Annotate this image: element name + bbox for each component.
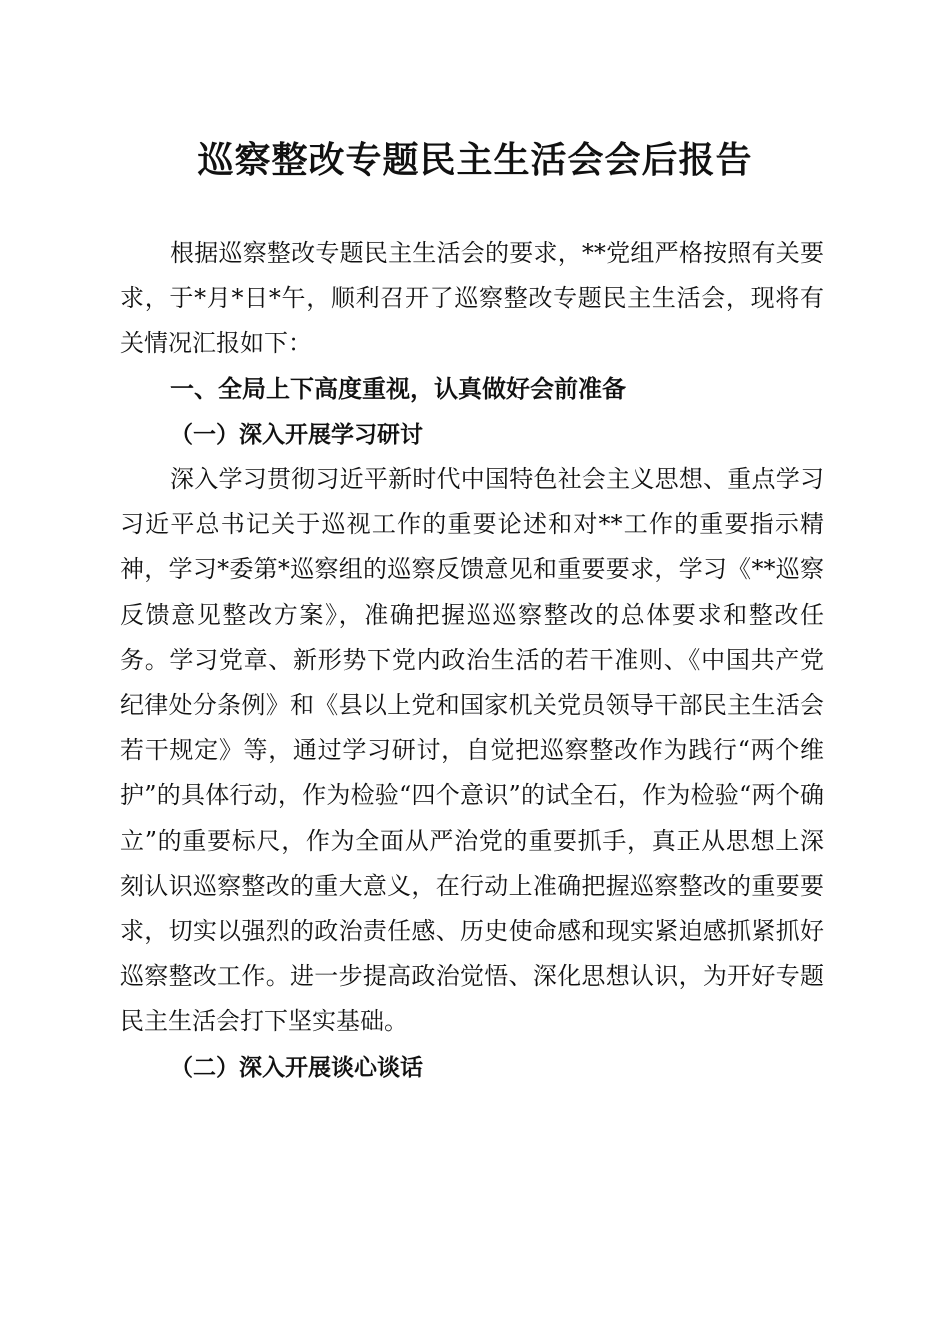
intro-paragraph: 根据巡察整改专题民主生活会的要求，**党组严格按照有关要求，于*月*日*午，顺利召开了巡察整改专题民主生活会，现将有关情况汇报如下：	[120, 239, 824, 358]
document-title: 巡察整改专题民主生活会会后报告	[197, 139, 753, 181]
document-body	[120, 231, 824, 1090]
subsection-heading-2: （二）深入开展谈心谈话	[170, 1053, 423, 1081]
section-heading-1: 一、全局上下高度重视，认真做好会前准备	[170, 374, 626, 403]
study-paragraph: 深入学习贯彻习近平新时代中国特色社会主义思想、重点学习习近平总书记关于巡视工作的重要论述和对**工作的重要指示精神，学习*委第*巡察组的巡察反馈意见和重要要求，学习《**巡察反馈意见整改方案》，准确把握巡巡察整改的总体要求和整改任务。学习党章、新形势下党内政治生活的若干准则、《中国共产党纪律处分条例》和《县以上党和国家机关党员领导干部民主生活会若干规定》等，通过学习研讨，自觉把巡察整改作为践行“两个维护”的具体行动，作为检验“四个意识”的试全石，作为检验“两个确立”的重要标尺，作为全面从严治党的重要抓手，真正从思想上深刻认识巡察整改的重大意义，在行动上准确把握巡察整改的重要要求，切实以强烈的政治责任感、历史使命感和现实紧迫感抓紧抓好巡察整改工作。进一步提高政治觉悟、深化思想认识，为开好专题民主生活会打下坚实基础。	[120, 465, 824, 1036]
subsection-heading-1: （一）深入开展学习研讨	[170, 420, 423, 448]
